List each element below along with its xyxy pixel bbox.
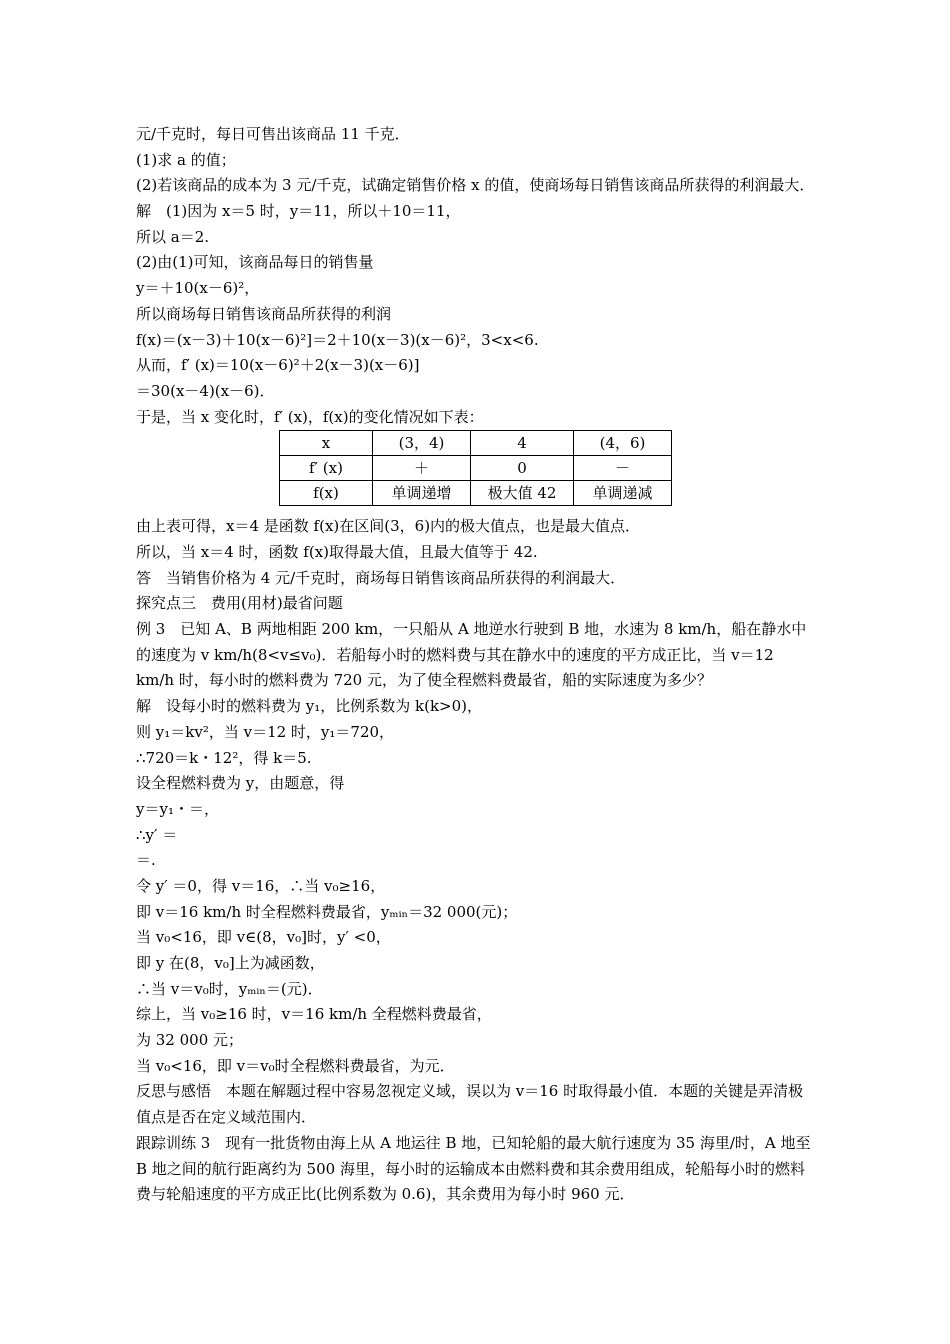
- variation-table-wrap: [279, 430, 816, 514]
- text-line: (1)求 a 的值；: [136, 150, 236, 169]
- practice-problem: 跟踪训练 3 现有一批货物由海上从 A 地运往 B 地，已知轮船的最大航行速度为 35 海里/时，A 地至 B 地之间的航行距离约为 500 海里，每小时的运输成本由燃料费和其余费用组成，轮船每小时的燃料费与轮船速度的平方成正比(比例系数为 0.6)，其余费用为每小时 960 元．: [136, 1133, 811, 1204]
- text-line: 令 y′ ＝0，得 v＝16，∴当 v₀≥16，: [136, 876, 386, 895]
- table-row: [280, 456, 672, 481]
- table-cell: 4: [471, 431, 574, 456]
- text-line: 当 v₀<16，即 v＝v₀时全程燃料费最省，为元．: [136, 1056, 455, 1075]
- variation-table: [279, 430, 672, 506]
- text-line: 当 v₀<16，即 v∈(8，v₀]时，y′ <0，: [136, 928, 391, 947]
- text-line: 所以，当 x＝4 时，函数 f(x)取得最大值，且最大值等于 42.: [136, 542, 538, 561]
- text-line: 元/千克时，每日可售出该商品 11 千克．: [136, 125, 410, 143]
- text-line: 答 当销售价格为 4 元/千克时，商场每日销售该商品所获得的利润最大．: [136, 568, 626, 587]
- table-cell: (4，6): [574, 431, 672, 456]
- table-cell: f(x): [280, 481, 373, 506]
- table-cell: ＋: [373, 456, 471, 481]
- example-problem: 例 3 已知 A、B 两地相距 200 km，一只船从 A 地逆水行驶到 B 地，水速为 8 km/h，船在静水中的速度为 v km/h(8<v≤v₀)．若船每小时的燃料费与其在静水中的速度的平方成正比，当 v＝12 km/h 时，每小时的燃料费为 720 元，为了使全程燃料费最省，船的实际速度为多少？: [136, 620, 807, 690]
- text-line: ＝30(x－4)(x－6)．: [136, 381, 275, 400]
- text-line: 于是，当 x 变化时，f′ (x)，f(x)的变化情况如下表：: [136, 407, 484, 426]
- table-cell: x: [280, 431, 373, 456]
- text-line: 即 v＝16 km/h 时全程燃料费最省，yₘᵢₙ＝32 000(元)；: [136, 902, 518, 921]
- table-cell: 单调递减: [574, 481, 672, 506]
- text-line: ＝.: [136, 851, 156, 870]
- text-line: ∴y′ ＝: [136, 825, 178, 844]
- table-cell: 极大值 42: [471, 481, 574, 506]
- text-line: ∴720＝k・12²，得 k＝5.: [136, 748, 312, 767]
- table-row: [280, 431, 672, 456]
- text-line: (2)若该商品的成本为 3 元/千克，试确定销售价格 x 的值，使商场每日销售该商品所获得的利润最大．: [136, 176, 815, 195]
- reflection-paragraph: 反思与感悟 本题在解题过程中容易忽视定义域，误以为 v＝16 时取得最小值．本题的关键是弄清极值点是否在定义域范围内．: [136, 1082, 804, 1127]
- section-heading: 探究点三 费用(用材)最省问题: [136, 594, 343, 613]
- table-cell: f′ (x): [280, 456, 373, 481]
- table-cell: 0: [471, 456, 574, 481]
- text-line: 由上表可得，x＝4 是函数 f(x)在区间(3，6)内的极大值点，也是最大值点．: [136, 517, 641, 536]
- text-line: 为 32 000 元；: [136, 1031, 244, 1050]
- table-cell: 单调递增: [373, 481, 471, 506]
- text-line: 即 y 在(8，v₀]上为减函数，: [136, 954, 325, 972]
- text-line: ∴当 v＝v₀时，yₘᵢₙ＝(元)．: [136, 979, 323, 998]
- document-page: [136, 122, 816, 1208]
- table-cell: (3，4): [373, 431, 471, 456]
- text-line: 则 y₁＝kv²，当 v＝12 时，y₁＝720，: [136, 722, 395, 741]
- text-line: 综上，当 v₀≥16 时，v＝16 km/h 全程燃料费最省，: [136, 1005, 492, 1024]
- text-line: 解 (1)因为 x＝5 时，y＝11，所以＋10＝11，: [136, 202, 461, 221]
- text-line: (2)由(1)可知，该商品每日的销售量: [136, 253, 374, 272]
- text-line: y＝y₁・＝，: [136, 799, 219, 818]
- text-line: 设全程燃料费为 y，由题意，得: [136, 774, 345, 793]
- table-row: [280, 481, 672, 506]
- text-line: 所以 a＝2.: [136, 227, 210, 246]
- text-line: f(x)＝(x－3)＋10(x－6)²]＝2＋10(x－3)(x－6)²，3<x<6.: [136, 330, 539, 349]
- text-line: 从而，f′ (x)＝10(x－6)²＋2(x－3)(x－6)]: [136, 356, 420, 375]
- text-line: y＝＋10(x－6)²，: [136, 279, 260, 298]
- table-cell: －: [574, 456, 672, 481]
- text-line: 解 设每小时的燃料费为 y₁，比例系数为 k(k>0)，: [136, 697, 483, 716]
- text-line: 所以商场每日销售该商品所获得的利润: [136, 304, 392, 323]
